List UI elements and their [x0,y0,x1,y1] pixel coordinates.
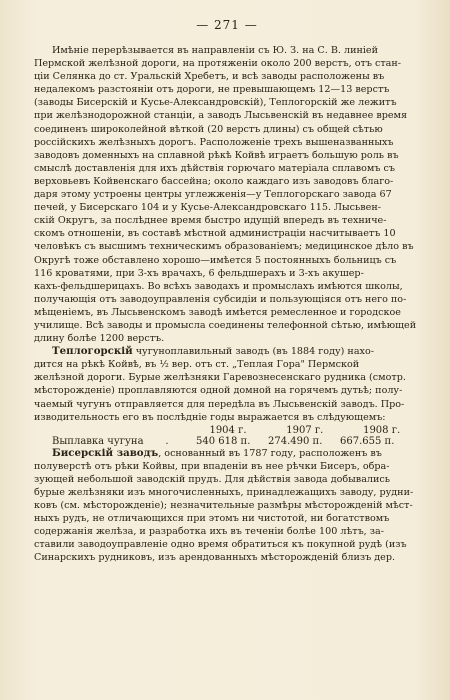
text-line: Пермской желѣзной дороги, на протяженіи около 200 верстъ, отъ стан- [34,58,402,70]
year-1904: 1904 г. [209,424,247,436]
text-line: верховьевъ Койвенскаго бассейна; около каждаго изъ заводовъ благо- [34,175,394,187]
text-run: , основанный въ 1787 году, расположенъ въ [158,447,382,459]
text-line: недалекомъ разстояніи отъ дороги, не превышающемъ 12—13 верстъ [34,84,390,96]
text-line: даря этому устроены центры углежженія—у Теплогорскаго завода 67 [34,189,392,201]
paragraph-first-line [34,345,420,358]
text-line: Синарскихъ рудниковъ, изъ арендованныхъ мѣсторожденій близъ дер. [34,552,396,564]
value-1908: 667.655 п. [340,435,395,447]
text-line: Имѣніе перерѣзывается въ направленіи съ Ю. З. на С. В. линіей [52,45,379,56]
text-line: полуверстѣ отъ рѣки Койвы, при впаденіи въ нее рѣчки Бисеръ, обра- [34,460,390,472]
year-1908: 1908 г. [363,424,401,436]
section-title-bisersky: Бисерскій заводъ [52,446,159,459]
text-line: дится на рѣкѣ Койвѣ, въ ½ вер. отъ ст. „Теплая Гора" Пермской [34,359,360,371]
text-line: соединенъ широколейной вѣткой (20 верстъ длины) съ общей сѣтью [34,123,383,135]
paragraph-bisersky [34,447,420,565]
text-line: россійскихъ желѣзныхъ дорогъ. Расположеніе трехъ вышеназванныхъ [34,136,394,148]
text-line: скомъ отношеніи, въ составѣ мѣстной администраціи насчитываетъ 10 [34,228,396,240]
text-line: печей, у Бисерскаго 104 и у Кусье-Александровскаго 115. Лысьвен- [34,202,381,214]
text-line: скій Округъ, за послѣднее время быстро идущій впередъ въ техниче- [34,215,387,227]
text-line: чаемый чугунъ отправляется для передѣла въ Лысьвенскій заводъ. Про- [34,398,405,410]
text-line: зующей небольшой заводскій прудъ. Для дѣйствія завода добывались [34,473,390,485]
text-run: чугуноплавильный заводъ (въ 1884 году) нахо- [132,346,374,358]
text-line: бурые желѣзняки изъ многочисленныхъ, принадлежащихъ заводу, рудни- [34,487,414,498]
text-line: мѣсторожденіе) проплавляются одной домной на горячемъ дутьѣ; полу- [34,385,403,397]
production-table-header [34,425,420,436]
text-line: желѣзной дороги. Бурые желѣзняки Гаревознесенскаго рудника (смотр. [34,372,406,384]
text-line: смыслѣ доставленія для ихъ дѣйствія горючаго матеріала сплавомъ съ [34,162,396,174]
row-dot: . [165,435,169,447]
text-line: ныхъ рудъ, не отличающихся при этомъ ни чистотой, ни богатствомъ [34,513,390,525]
text-line: ціи Селянка до ст. Уральскій Хребетъ, и всѣ заводы расположены въ [34,71,385,83]
year-1907: 1907 г. [286,424,324,436]
text-line: ковъ (см. мѣсторожденіе); незначительные размѣры мѣсторожденій мѣст- [34,500,413,512]
production-table-row [34,436,420,447]
text-line: мѣщеніемъ, въ Лысьвенскомъ заводѣ имѣется ремесленное и городское [34,306,401,318]
value-1904: 540 618 п. [196,435,251,447]
text-line: получающія отъ заводоуправленія субсидіи и пользующіяся отъ него по- [34,293,407,305]
text-line: содержанія желѣза, и разработка ихъ въ теченіи болѣе 100 лѣтъ, за- [34,526,384,538]
text-line: училище. Всѣ заводы и промысла соединены телефонной сѣтью, имѣющей [34,319,417,331]
text-line: заводовъ доменныхъ на сплавной рѣкѣ Койвѣ играетъ большую роль въ [34,149,399,161]
section-title-teplogorsky: Теплогорскій [52,345,133,358]
text-line: Округѣ тоже обставлено хорошо—имѣется 5 постоянныхъ больницъ съ [34,254,397,266]
text-line: изводительность его въ послѣдніе годы выражается въ слѣдующемъ: [34,411,386,423]
text-line: ставили заводоуправленіе одно время обратиться къ покупной рудѣ (изъ [34,539,407,551]
text-line: кахъ-фельдшерицахъ. Во всѣхъ заводахъ и промыслахъ имѣются школы, [34,280,403,292]
page-number: — 271 — [196,18,258,32]
text-line: при желѣзнодорожной станціи, а заводъ Лысьвенскій въ недавнее время [34,110,408,122]
text-line: (заводы Бисерскій и Кусье-Александровскій), Теплогорскій же лежитъ [34,97,397,109]
paragraph-teplogorsky [34,345,420,424]
paragraph-first-line [34,447,420,460]
text-line: 116 кроватями, при 3-хъ врачахъ, 6 фельдшерахъ и 3-хъ акушер- [34,267,364,279]
text-line: человѣкъ съ высшимъ техническимъ образованіемъ; медицинское дѣло въ [34,241,414,253]
row-label: Выплавка чугуна [52,435,144,447]
text-line: длину болѣе 1200 верстъ. [34,333,165,345]
value-1907: 274.490 п. [268,435,323,447]
paragraph-estate [34,44,420,345]
